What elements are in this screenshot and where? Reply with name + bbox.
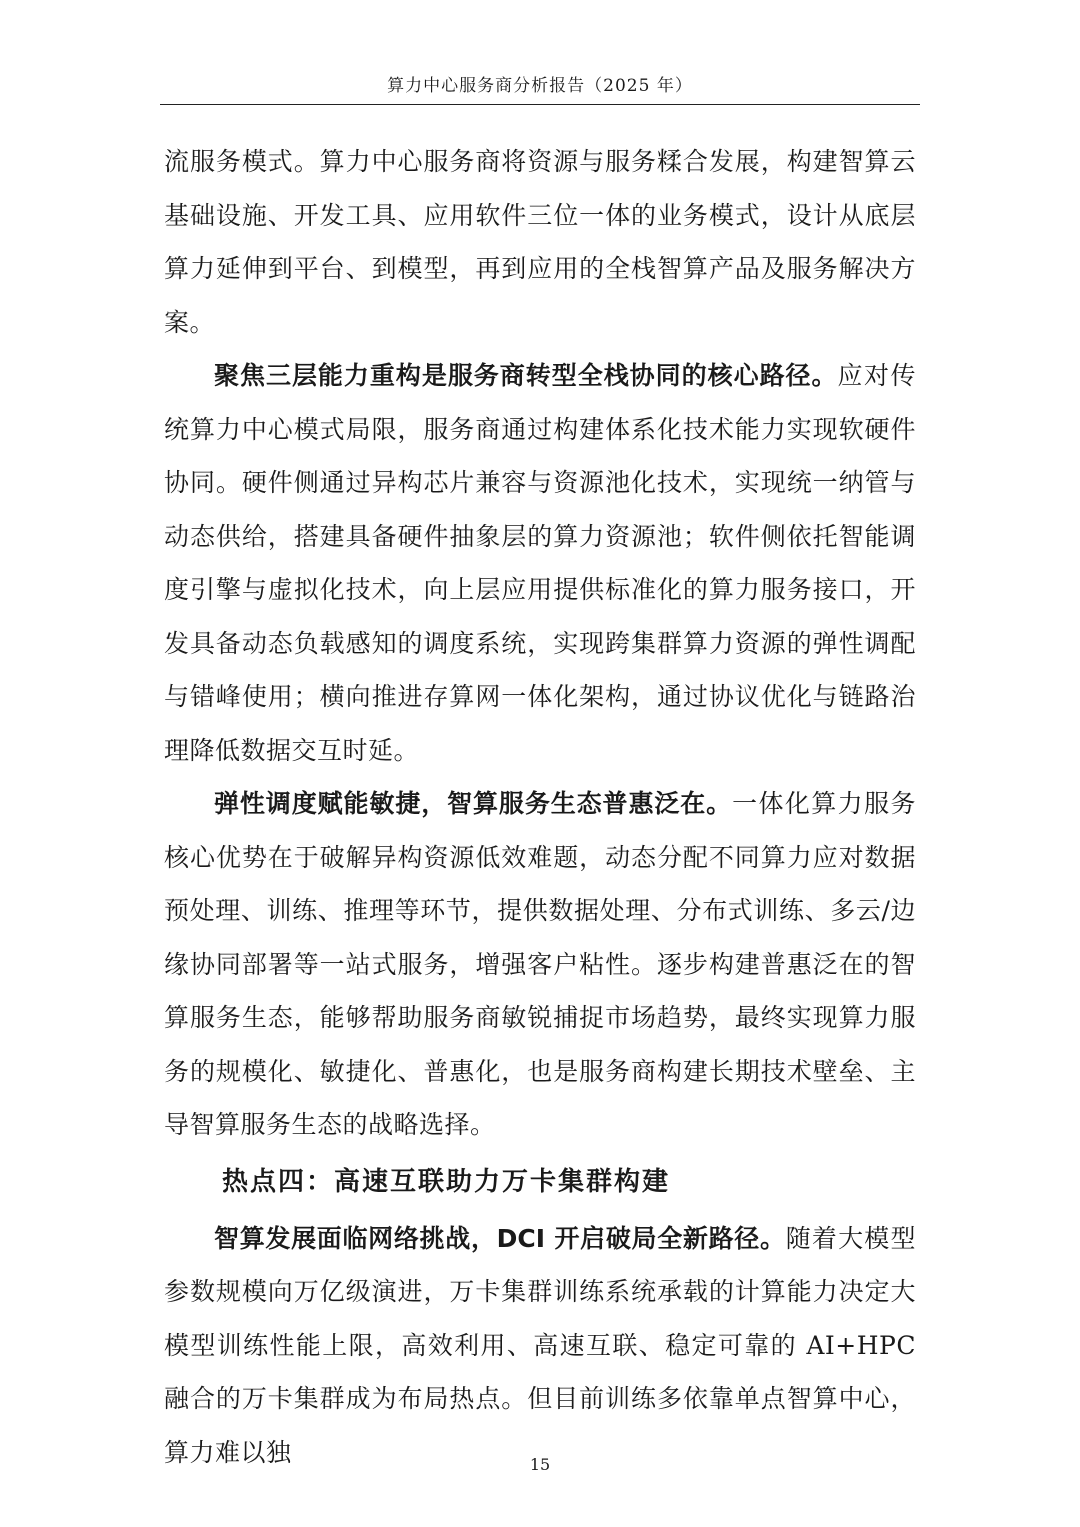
paragraph-continuation: 流服务模式。算力中心服务商将资源与服务糅合发展，构建智算云基础设施、开发工具、应用软件三位一体的业务模式，设计从底层算力延伸到平台、到模型，再到应用的全栈智算产品及服务解决方案。 bbox=[164, 147, 916, 337]
page-number: 15 bbox=[529, 1455, 551, 1474]
paragraph-elastic-scheduling bbox=[164, 777, 916, 1152]
paragraph-body-text: 一体化算力服务核心优势在于破解异构资源低效难题，动态分配不同算力应对数据预处理、训练、推理等环节，提供数据处理、分布式训练、多云/边缘协同部署等一站式服务，增强客户粘性。逐步构建普惠泛在的智算服务生态，能够帮助服务商敏锐捕捉市场趋势，最终实现算力服务的规模化、敏捷化、普惠化，也是服务商构建长期技术壁垒、主导智算服务生态的战略选择。 bbox=[164, 789, 916, 1139]
paragraph-lead-sentence: 聚焦三层能力重构是服务商转型全栈协同的核心路径。 bbox=[214, 361, 838, 390]
section-heading: 热点四：高速互联助力万卡集群构建 bbox=[222, 1166, 671, 1197]
main-body bbox=[164, 135, 916, 1479]
paragraph-body-text: 应对传统算力中心模式局限，服务商通过构建体系化技术能力实现软硬件协同。硬件侧通过异构芯片兼容与资源池化技术，实现统一纳管与动态供给，搭建具备硬件抽象层的算力资源池；软件侧依托智能调度引擎与虚拟化技术，向上层应用提供标准化的算力服务接口，开发具备动态负载感知的调度系统，实现跨集群算力资源的弹性调配与错峰使用；横向推进存算网一体化架构，通过协议优化与链路治理降低数据交互时延。 bbox=[164, 361, 916, 765]
header-divider bbox=[160, 104, 920, 105]
running-header: 算力中心服务商分析报告（2025 年） bbox=[387, 76, 693, 96]
paragraph-network-challenge bbox=[164, 1212, 916, 1480]
paragraph-lead-sentence: 弹性调度赋能敏捷，智算服务生态普惠泛在。 bbox=[214, 789, 733, 818]
paragraph-three-layer-capability bbox=[164, 349, 916, 777]
paragraph-lead-sentence: 智算发展面临网络挑战，DCI 开启破局全新路径。 bbox=[214, 1223, 786, 1253]
paragraph-body-text: 随着大模型参数规模向万亿级演进，万卡集群训练系统承载的计算能力决定大模型训练性能上限，高效利用、高速互联、稳定可靠的 AI+HPC 融合的万卡集群成为布局热点。但目前训练多依靠单点智算中心，算力难以独 bbox=[164, 1223, 916, 1467]
